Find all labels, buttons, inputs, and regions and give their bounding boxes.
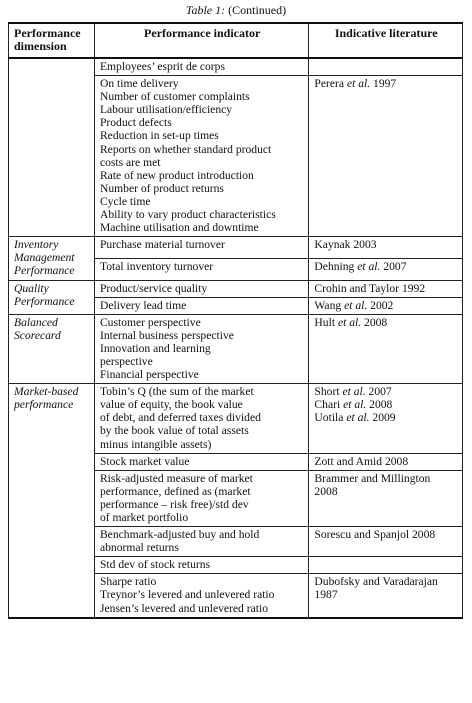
dimension-cell (9, 58, 95, 237)
reference-cell (309, 470, 463, 526)
indicator-line: Delivery lead time (99, 298, 187, 312)
reference-cell (309, 58, 463, 76)
indicator-line: Cycle time (99, 194, 151, 208)
dimension-cell (9, 280, 95, 314)
indicator-line: Financial perspective (99, 368, 199, 382)
reference-cell (309, 280, 463, 297)
reference-line: Zott and Amid 2008 (314, 454, 409, 468)
indicator-line: Rate of new product introduction (99, 168, 254, 182)
dimension-line: Management (14, 251, 75, 265)
reference-line: 2008 (314, 484, 338, 498)
indicator-line: Number of customer complaints (99, 90, 250, 104)
indicator-line: Product defects (99, 116, 172, 130)
indicator-line: minus intangible assets) (99, 437, 212, 451)
indicator-line: of market portfolio (99, 511, 189, 524)
reference-cell (309, 574, 463, 618)
reference-line: Sorescu and Spanjol 2008 (314, 528, 436, 542)
reference-line: Wang et al. 2002 (314, 298, 394, 312)
indicator-cell (94, 557, 308, 574)
indicator-line: Ability to vary product characteristics (99, 208, 276, 222)
dimension-line: Quality (14, 281, 49, 295)
indicator-line: abnormal returns (99, 541, 179, 555)
indicator-line: value of equity, the book value (99, 398, 243, 412)
indicator-line: Reports on whether standard product (99, 142, 272, 156)
dimension-line: Market-based (14, 385, 79, 399)
indicator-line: Stock market value (99, 454, 190, 468)
indicator-cell (94, 384, 308, 453)
indicator-cell (94, 237, 308, 259)
reference-line: Perera et al. 1997 (314, 77, 397, 91)
dimension-line: performance (14, 398, 74, 412)
reference-line: Chari et al. 2008 (314, 398, 393, 412)
header-dimension-line: Performance (14, 26, 81, 40)
indicator-cell (94, 76, 308, 237)
reference-line: Crohin and Taylor 1992 (314, 281, 426, 295)
dimension-line: Scorecard (14, 328, 61, 342)
indicator-line: Sharpe ratio (99, 575, 157, 589)
header-literature: Indicative literature (309, 23, 463, 58)
indicator-line: Machine utilisation and downtime (99, 221, 259, 235)
indicator-line: Purchase material turnover (99, 238, 225, 252)
indicator-cell (94, 297, 308, 314)
indicator-cell (94, 58, 308, 76)
indicator-line: performance, defined as (market (99, 484, 251, 498)
indicator-line: performance – risk free)/std dev (99, 497, 249, 511)
reference-cell (309, 258, 463, 280)
reference-line: 1987 (314, 588, 338, 602)
table-row (9, 237, 463, 259)
reference-cell (309, 76, 463, 237)
reference-line: Brammer and Millington (314, 471, 431, 485)
caption-text: (Continued) (228, 3, 287, 17)
table-row (9, 58, 463, 76)
table-caption (0, 3, 472, 17)
indicator-line: Treynor’s levered and unlevered ratio (99, 588, 275, 602)
table-row (9, 314, 463, 383)
dimension-cell (9, 384, 95, 618)
indicator-line: by the book value of total assets (99, 424, 249, 438)
indicator-cell (94, 280, 308, 297)
dimension-line: Balanced (14, 315, 58, 329)
table-row (9, 280, 463, 297)
reference-cell (309, 527, 463, 557)
reference-line: Dubofsky and Varadarajan (314, 575, 438, 589)
indicator-line: Innovation and learning (99, 341, 211, 355)
dimension-line: Performance (14, 294, 75, 308)
dimension-cell (9, 314, 95, 383)
reference-line: Dehning et al. 2007 (314, 259, 407, 273)
indicator-line: of debt, and deferred taxes divided (99, 411, 261, 425)
indicator-line: Benchmark-adjusted buy and hold (99, 528, 260, 542)
header-indicator: Performance indicator (94, 23, 308, 58)
dimension-line: Inventory (14, 238, 59, 252)
indicator-line: Std dev of stock returns (99, 558, 211, 572)
dimension-cell (9, 237, 95, 280)
reference-cell (309, 453, 463, 470)
reference-line: Kaynak 2003 (314, 238, 377, 252)
indicator-cell (94, 453, 308, 470)
header-dimension (9, 23, 95, 58)
indicator-line: On time delivery (99, 77, 179, 91)
table-row (9, 384, 463, 453)
indicator-line: Risk-adjusted measure of market (99, 471, 253, 485)
reference-cell (309, 384, 463, 453)
indicator-line: Total inventory turnover (99, 259, 214, 273)
caption-label: Table 1: (185, 3, 226, 17)
indicator-cell (94, 527, 308, 557)
reference-cell (309, 297, 463, 314)
indicator-cell (94, 314, 308, 383)
reference-cell (309, 314, 463, 383)
reference-line: Short et al. 2007 (314, 385, 392, 399)
indicator-line: Labour utilisation/efficiency (99, 103, 233, 117)
indicator-line: Customer perspective (99, 315, 201, 329)
indicator-line: Tobin’s Q (the sum of the market (99, 385, 254, 399)
indicator-line: perspective (99, 354, 153, 368)
indicator-cell (94, 470, 308, 526)
literature-table (8, 22, 463, 619)
indicator-line: Number of product returns (99, 181, 224, 195)
dimension-line: Performance (14, 264, 75, 278)
indicator-cell (94, 574, 308, 618)
indicator-line: Reduction in set-up times (99, 129, 219, 143)
indicator-line: Jensen’s levered and unlevered ratio (99, 601, 268, 615)
reference-line: Uotila et al. 2009 (314, 411, 396, 425)
indicator-line: Internal business perspective (99, 328, 234, 342)
indicator-cell (94, 258, 308, 280)
header-dimension-line: dimension (14, 39, 67, 53)
reference-line: Hult et al. 2008 (314, 315, 388, 329)
header-row (9, 23, 463, 58)
reference-cell (309, 237, 463, 259)
indicator-line: costs are met (99, 155, 161, 169)
reference-cell (309, 557, 463, 574)
indicator-line: Product/service quality (99, 281, 208, 295)
indicator-line: Employees’ esprit de corps (99, 60, 225, 73)
